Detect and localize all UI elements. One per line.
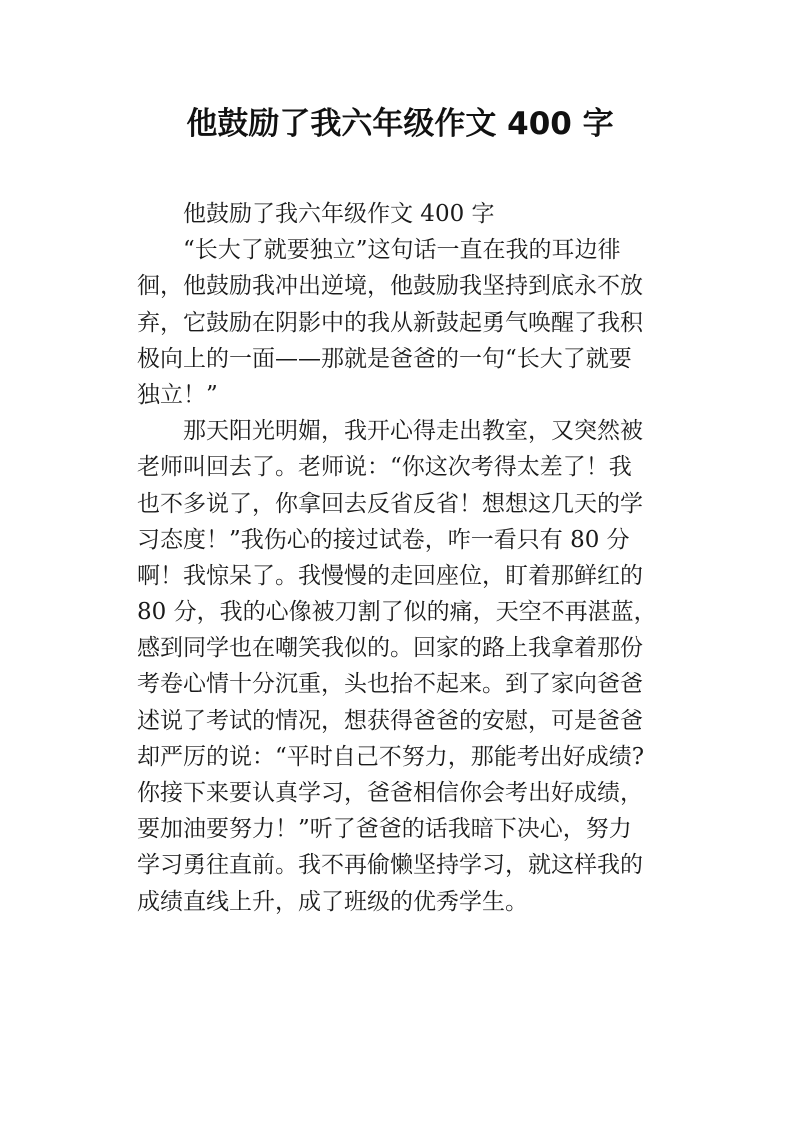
text-line: 老师叫回去了。老师说：“你这次考得太差了！我: [137, 454, 632, 481]
paragraph-2: [137, 413, 677, 920]
text-line: 徊，他鼓励我冲出逆境，他鼓励我坚持到底永不放: [137, 273, 643, 300]
document-title: 他鼓励了我六年级作文 400 字: [186, 106, 614, 142]
text-line: 述说了考试的情况，想获得爸爸的安慰，可是爸爸: [137, 707, 643, 734]
text-line: 极向上的一面——那就是爸爸的一句“长大了就要: [137, 345, 632, 372]
text-line: 你接下来要认真学习，爸爸相信你会考出好成绩，: [137, 780, 643, 806]
subtitle-line: 他鼓励了我六年级作文 400 字: [183, 201, 495, 227]
text-line: 也不多说了，你拿回去反省反省！想想这几天的学: [137, 490, 643, 517]
text-line: 习态度！”我伤心的接过试卷，咋一看只有 80 分: [137, 526, 630, 553]
text-line: “长大了就要独立”这句话一直在我的耳边徘: [183, 237, 621, 264]
text-line: 独立！”: [137, 381, 218, 408]
document-body: [137, 196, 677, 920]
text-line: 那天阳光明媚，我开心得走出教室，又突然被: [183, 418, 643, 445]
text-line: 80 分，我的心像被刀割了似的痛，天空不再湛蓝，: [137, 599, 657, 626]
text-line: 弃，它鼓励在阴影中的我从新鼓起勇气唤醒了我积: [137, 309, 643, 336]
text-line: 学习勇往直前。我不再偷懒坚持学习，就这样我的: [137, 852, 643, 879]
text-line: 要加油要努力！”听了爸爸的话我暗下决心，努力: [137, 816, 632, 843]
text-line: 啊！我惊呆了。我慢慢的走回座位，盯着那鲜红的: [137, 562, 643, 589]
text-line: 考卷心情十分沉重，头也抬不起来。到了家向爸爸: [137, 671, 643, 698]
text-line: 感到同学也在嘲笑我似的。回家的路上我拿着那份: [137, 635, 643, 662]
text-line: 却严厉的说：“平时自己不努力，那能考出好成绩?: [137, 743, 645, 770]
paragraph-1: [137, 232, 677, 413]
text-line: 成绩直线上升，成了班级的优秀学生。: [137, 888, 528, 915]
